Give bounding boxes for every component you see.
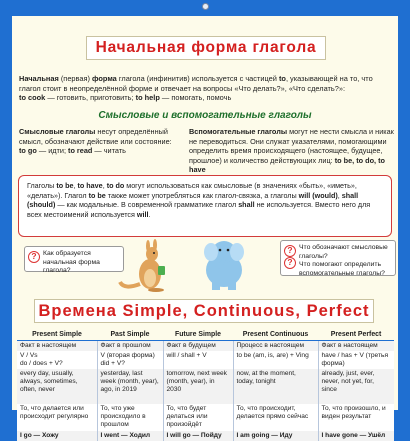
text-fragment: to be (88, 190, 106, 200)
text-fragment: также может употребляться как глагол-связка, а глаголы (105, 190, 299, 200)
table-cell: I have gone — Ушёл (318, 431, 394, 441)
table-cell: to be (am, is, are) + Ving (233, 351, 318, 369)
text-fragment: — готовить, приготовить; (45, 93, 136, 103)
elephant-illustration (204, 241, 244, 290)
text-fragment: не используется. Вместо него для всех местоимений используется (27, 200, 371, 219)
table-cell: I am going — Иду (233, 431, 318, 441)
text-fragment: несут определённый смысл, обозначают действие или состояние: (19, 127, 172, 146)
text-fragment: . (148, 209, 151, 219)
text-fragment: (первая) (58, 74, 93, 83)
table-row (17, 404, 394, 431)
column-header: Present Continuous (233, 330, 318, 341)
main-title: Начальная форма глагола (95, 39, 317, 56)
text-fragment: to cook (19, 93, 46, 103)
question-mark-icon: ? (28, 251, 40, 263)
table-cell: Факт в настоящем (318, 341, 394, 352)
kangaroo-elephant-illustration (112, 234, 282, 292)
text-fragment: to be (56, 181, 74, 190)
text-fragment: to read (68, 146, 93, 156)
column-header: Past Simple (97, 330, 163, 341)
text-fragment: — помогать, помочь (159, 93, 232, 103)
question-text: Что помогают определить вспомогательные глаголы? (299, 261, 385, 277)
table-cell: То, что происходит, делается прямо сейчас (233, 404, 318, 431)
text-fragment: Глаголы (27, 181, 57, 190)
column-header: Present Perfect (318, 330, 394, 341)
table-cell: I will go — Пойду (163, 431, 233, 441)
question-mark-icon: ? (284, 245, 296, 257)
text-fragment: shall (should) (27, 190, 359, 210)
table-cell: tomorrow, next week (month, year), in 2030 (163, 369, 233, 404)
table-header-row (17, 330, 394, 341)
text-fragment: , (337, 190, 342, 200)
text-fragment: , (102, 181, 107, 190)
question-mark-icon: ? (284, 257, 296, 269)
table-row (17, 341, 394, 352)
table-cell: Факт в настоящем (17, 341, 97, 352)
text-fragment: to help (135, 93, 160, 103)
column-header: Present Simple (17, 330, 97, 341)
question-text: Что обозначают смысловые глаголы? (299, 244, 388, 260)
poster-sheet (12, 16, 398, 439)
table-cell: every day, usually, always, sometimes, often, never (17, 369, 97, 404)
table-row (17, 351, 394, 369)
table-cell: V / Vs do / does + V? (17, 351, 97, 369)
main-title-box (86, 36, 326, 60)
text-fragment: will (136, 209, 149, 219)
question-box-left (24, 246, 124, 272)
table-cell: yesterday, last week (month, year), ago, in 2019 (97, 369, 163, 404)
table-cell: V (вторая форма) did + V? (97, 351, 163, 369)
text-fragment: to be, to do, to have (189, 155, 385, 175)
table-cell: То, что делается или происходит регулярно (17, 404, 97, 431)
hanging-hole (202, 3, 209, 10)
question-box-right (280, 240, 396, 276)
tenses-table (17, 330, 394, 441)
table-cell: already, just, ever, never, not yet, for, since (318, 369, 394, 404)
table-cell: have / has + V (третья форма) (318, 351, 394, 369)
table-cell: will / shall + V (163, 351, 233, 369)
text-fragment: могут не нести смысла и никак не переводиться. Они служат указателями, помогающими определить время происходящего (настоящее, будущее, прошлое) и количество действующих лиц: (189, 127, 394, 165)
text-fragment: — как модальные. В современной грамматике глагол (55, 200, 239, 210)
table-cell: То, что будет делаться или произойдёт (163, 404, 233, 431)
tenses-title-box (34, 299, 374, 323)
text-fragment: Вспомогательные глаголы (189, 127, 288, 136)
text-fragment: — читать (92, 146, 126, 156)
table-cell: Факт в прошлом (97, 341, 163, 352)
table-cell: I went — Ходил (97, 431, 163, 441)
infinitive-paragraph (19, 74, 395, 103)
text-fragment: , (73, 181, 78, 190)
table-cell: Процесс в настоящем (233, 341, 318, 352)
kangaroo-illustration (120, 239, 165, 292)
tenses-title: Времена Simple, Continuous, Perfect (38, 301, 370, 320)
text-fragment: shall (238, 200, 255, 210)
text-fragment: to go (19, 146, 37, 156)
question-text: Как образуется начальная форма глагола? (43, 250, 100, 274)
text-fragment: могут использоваться как смысловые (в значениях «быть», «иметь», «делать»). Глагол (27, 181, 357, 200)
table-cell: Факт в будущем (163, 341, 233, 352)
auxiliary-verbs-text (189, 127, 395, 175)
text-fragment: глагола (инфинитив) используется с частицей (116, 74, 279, 83)
note-box (18, 175, 392, 237)
section-subtitle: Смысловые и вспомогательные глаголы (98, 110, 312, 121)
text-fragment: will (would) (298, 190, 338, 200)
text-fragment: — идти; (36, 146, 69, 156)
semantic-verbs-text (19, 127, 175, 156)
text-fragment: to have (77, 181, 103, 190)
text-fragment: , указывающей на то, что глагол стоит в неопределённой форме и отвечает на вопросы «Что делать?», «Что сделать?»: (19, 74, 373, 93)
text-fragment: to (278, 74, 286, 83)
table-row (17, 431, 394, 441)
text-fragment: Смысловые глаголы (19, 127, 96, 136)
table-cell: То, что уже происходило в прошлом (97, 404, 163, 431)
text-fragment: Начальная (19, 74, 59, 83)
text-fragment: форма (92, 74, 117, 83)
table-cell: То, что произошло, и виден результат (318, 404, 394, 431)
text-fragment: to do (106, 181, 125, 190)
column-header: Future Simple (163, 330, 233, 341)
table-cell: I go — Хожу (17, 431, 97, 441)
table-cell: now, at the moment, today, tonight (233, 369, 318, 404)
table-row (17, 369, 394, 404)
